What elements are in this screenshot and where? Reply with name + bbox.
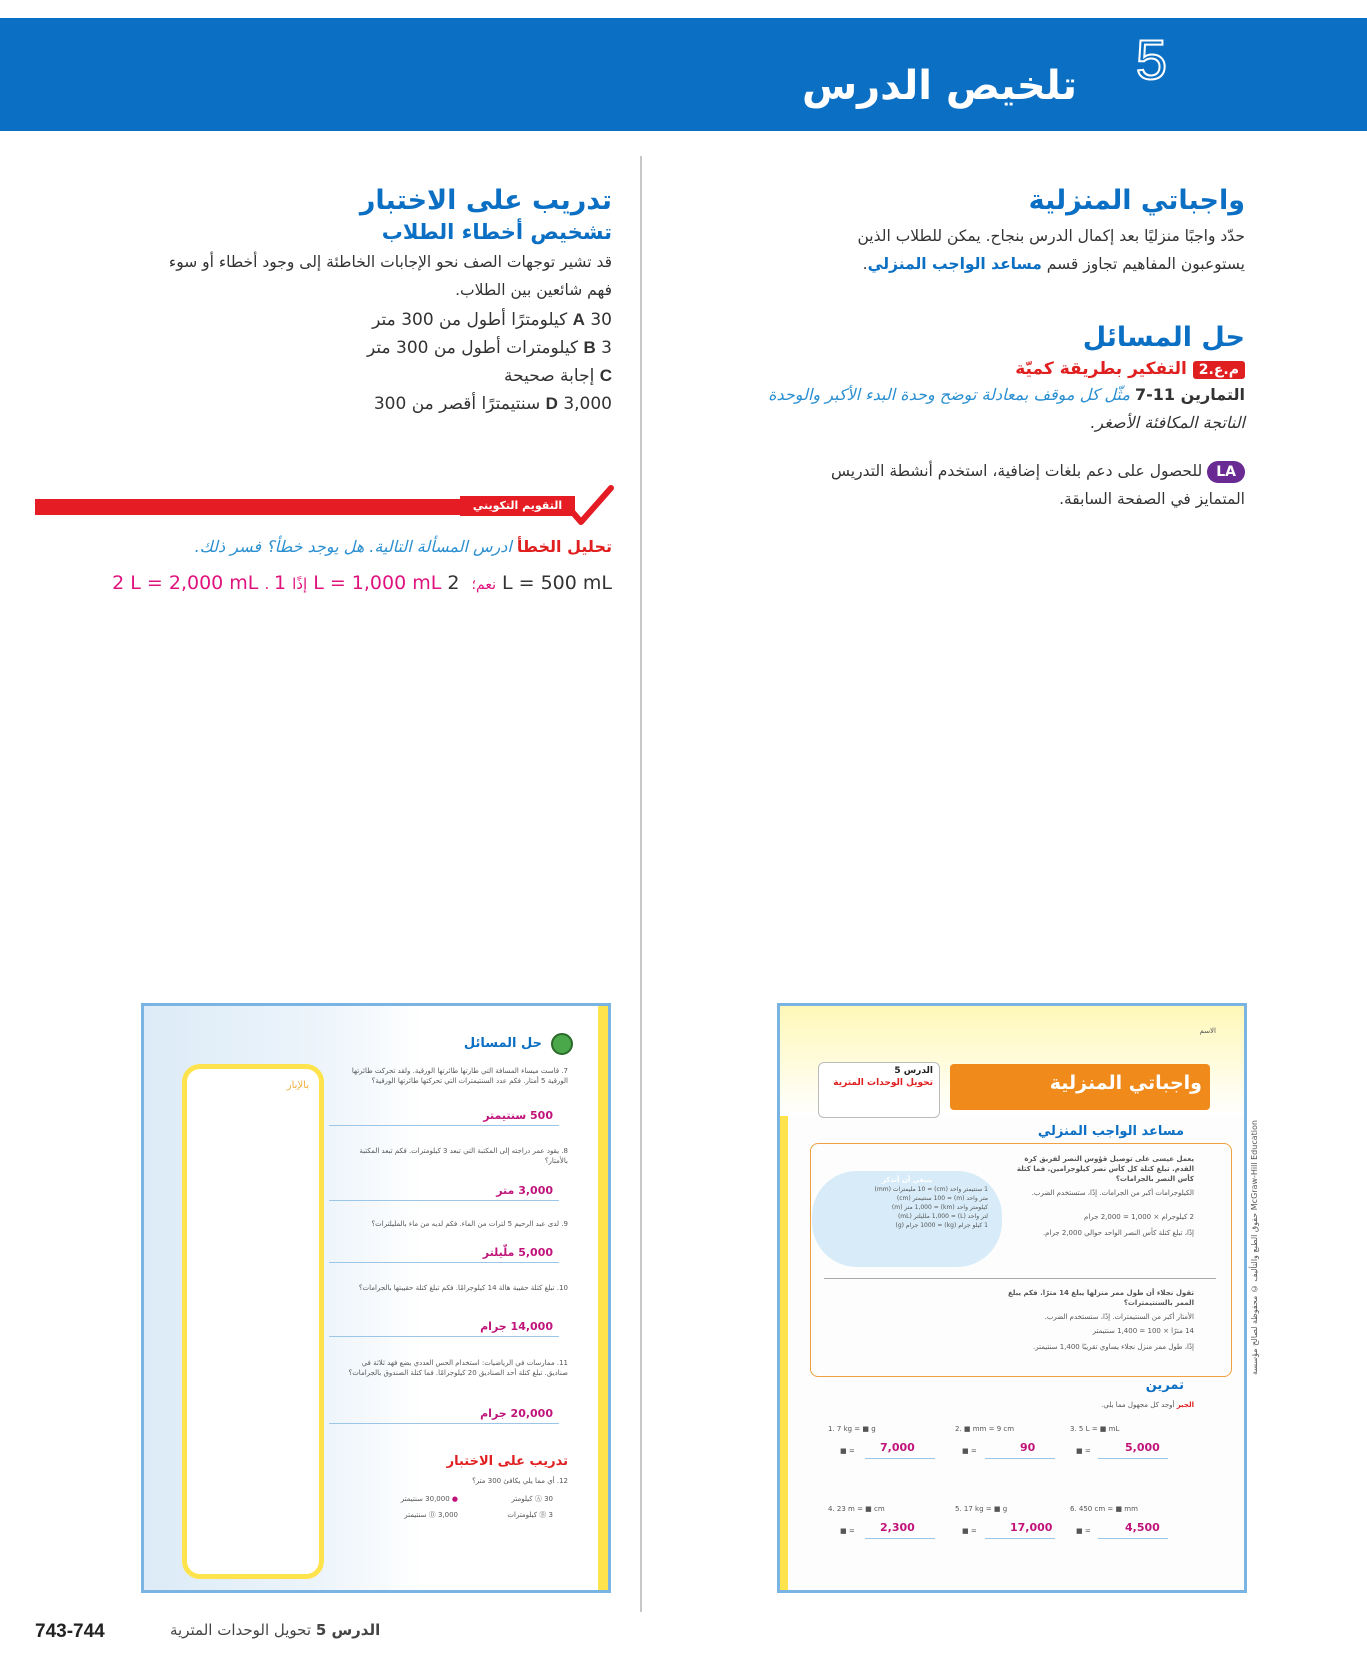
option-a: A 30 كيلومترًا أطول من 300 متر: [372, 310, 612, 330]
thumb-answer-2: 90: [1020, 1441, 1036, 1454]
la-line2: المتمايز في الصفحة السابقة.: [1059, 490, 1245, 508]
thumb-helper-title: مساعد الواجب المنزلي: [1037, 1124, 1184, 1139]
test-practice-subtitle: تشخيص أخطاء الطلاب: [381, 220, 612, 244]
thumb-lesson-box: الدرس 5 تحويل الوحدات المترية: [818, 1062, 940, 1118]
thumb-left-answer-7: 500 سنتيمتر: [483, 1109, 553, 1122]
option-c: C إجابة صحيحة: [504, 366, 612, 386]
thumb-banner-title: واجباتي المنزلية: [1049, 1072, 1202, 1094]
thumb-left-test-title: تدريب على الاختبار: [446, 1454, 568, 1469]
problem-page-thumbnail: بالإبار حل المسائل 7. قاست ميساء المسافة التي طارتها طائرتها الورقية. ولقد تحركت طائرتها الورقية 5 أمتار. فكم عدد السنتيمترات التي تحركتها طائرتها الورقية؟ 500 سنتيمتر 8. يقود عمر دراجته إلى المكتبة التي تبعد 3 كيلومترات. فكم تبعد المكتبة بالأمتار؟ 3,000 متر 9. لدى عبد الرحيم 5 لترات من الماء. فكم لديه من ماء بالمليلترات؟ 5,000 ملّيلتر 10. تبلغ كتلة حقيبة هالة 14 كيلوجرامًا. فكم تبلغ كتلة حقيبتها بالجرامات؟ 14,000 جرام 11. ممارسات في الرياضيات: استخدام الحس العددي يضع فهد ثلاثة في صناديق. تبلغ كتلة أحد الصناديق 20 كيلوجرامًا. فما كتلة الصندوق بالجرامات؟ 20,000 جرام تدريب على الاختبار 12. أي مما يلي يكافئ 300 متر؟ Ⓐ 30 كيلومتر ● 30,000 سنتيمتر Ⓑ 3 كيلومترات Ⓓ 3,000 سنتيمتر: [141, 1003, 611, 1593]
option-b: B 3 كيلومترات أطول من 300 متر: [366, 338, 612, 358]
option-d: D 3,000 سنتيمترًا أقصر من 300: [373, 394, 612, 414]
error-analysis-label: تحليل الخطأ: [516, 537, 612, 556]
error-equation-line: [112, 572, 612, 594]
test-practice-body-line1: قد تشير توجهات الصف نحو الإجابات الخاطئة إلى وجود أخطاء أو سوء: [168, 253, 612, 271]
thumb-left-title: حل المسائل: [463, 1036, 542, 1051]
la-badge: LA: [1207, 461, 1245, 483]
page-title: تلخيص الدرس: [801, 63, 1077, 109]
page-numbers: 743-744: [35, 1621, 105, 1642]
homework-body-line2: يستوعبون المفاهيم تجاوز قسم مساعد الواجب المنزلي.: [862, 255, 1245, 273]
answer-options: [42, 306, 612, 418]
thumb-left-answer-11: 20,000 جرام: [480, 1407, 553, 1420]
thumb-answer-1: 7,000: [880, 1441, 915, 1454]
error-equation: 2 L = 500 mL: [447, 572, 612, 594]
thumb-left-answer-9: 5,000 ملّيلتر: [482, 1246, 553, 1259]
thumb-name-label: الاسم: [1199, 1027, 1216, 1035]
exercises-line2: الناتجة المكافئة الأصغر.: [1090, 413, 1245, 432]
homework-title: واجباتي المنزلية: [1028, 185, 1245, 216]
test-practice-section: [42, 185, 612, 418]
error-analysis-line: تحليل الخطأ ادرس المسألة التالية. هل يوجد خطأ؟ فسر ذلك.: [194, 537, 612, 556]
thumb-answer-3: 5,000: [1125, 1441, 1160, 1454]
homework-page-thumbnail: الاسم واجباتي المنزلية الدرس 5 تحويل الوحدات المترية مساعد الواجب المنزلي يعمل عيسى على توصيل قؤوس النصر لفريق كرة القدم. تبلغ كتلة كل كأس نصر كيلوجرامين. فما كتلة كأس النصر بالجرامات؟ الكيلوجرامات أكبر من الجرامات. إذًا، ستستخدم الضرب. 2 كيلوجرام × 1,000 = 2,000 جرام إذًا، تبلغ كتلة كأس النصر الواحد حوالي 2,000 جرام. ينبغي أن أتذكر 1 سنتيمتر واحد (cm) = 10 مليمترات (mm) متر واحد (m) = 100 سنتيمتر (cm) كيلومتر واحد (km) = 1,000 متر (m) لتر واحد (L) = 1,000 ملليلتر (mL) 1 كيلو جرام (kg) = 1000 جرام (g) تقول نجلاء أن طول ممر منزلها يبلغ 14 مترًا. فكم يبلغ الممر بالسنتيمترات؟ الأمتار أكبر من السنتيمترات. إذًا، ستستخدم الضرب. 14 مترًا × 100 = 1,400 سنتيمتر إذًا، طول ممر منزل نجلاء يساوي تقريبًا 1,400 سنتيمتر. تمرين الجبر أوجد كل مجهول مما يلي. 1. 7 kg = ■ g 2. ■ mm = 9 cm 3. 5 L = ■ mL ■ = ■ = ■ = 7,000 90 5,000 4. 23 m = ■ cm 5. 17 kg = ■ g 6. 450 cm = ■ mm ■ = ■ = ■ = 2,300 17,000 4,500: [777, 1003, 1247, 1593]
answer-eq2: 2 L = 2,000 mL: [112, 572, 259, 594]
answer-mid: . إذًا: [264, 575, 308, 593]
thumb-answer-5: 17,000: [1010, 1521, 1053, 1534]
test-practice-body-line2: فهم شائعين بين الطلاب.: [455, 281, 612, 299]
thumb-work-area: بالإبار: [182, 1064, 324, 1579]
thumb-left-answer-10: 14,000 جرام: [480, 1320, 553, 1333]
problem-solving-section: [685, 322, 1245, 513]
thumb-answer-4: 2,300: [880, 1521, 915, 1534]
formative-banner-label: التقويم التكويني: [460, 496, 575, 516]
globe-icon: [550, 1032, 574, 1056]
thumb-remember-cloud: ينبغي أن أتذكر 1 سنتيمتر واحد (cm) = 10 مليمترات (mm) متر واحد (m) = 100 سنتيمتر (cm) كيلومتر واحد (km) = 1,000 متر (m) لتر واحد (L) = 1,000 ملليلتر (mL) 1 كيلو جرام (kg) = 1000 جرام (g): [812, 1171, 1002, 1267]
column-divider: [640, 156, 642, 1612]
thumb-practice-title: تمرين: [1145, 1378, 1184, 1393]
test-practice-title: تدريب على الاختبار: [359, 185, 612, 216]
thumb-copyright-label: McGraw-Hill Education حقوق الطبع والتأليف © محفوظة لصالح مؤسسة: [1250, 1120, 1259, 1375]
lesson-number: 5: [1135, 28, 1167, 91]
thumb-answer-6: 4,500: [1125, 1521, 1160, 1534]
answer-yes: نعم؛: [471, 577, 496, 593]
homework-body-line1: حدّد واجبًا منزليًا بعد إكمال الدرس بنجاح. يمكن للطلاب الذين: [857, 227, 1245, 245]
homework-section: [725, 185, 1245, 278]
math-practice-badge: م.ع.2: [1193, 361, 1245, 379]
problem-solving-title: حل المسائل: [1082, 322, 1245, 353]
homework-helper-link: مساعد الواجب المنزلي: [867, 255, 1042, 273]
math-practice-line: [685, 359, 1245, 379]
math-practice-label: التفكير بطريقة كميّة: [1015, 359, 1187, 379]
checkmark-icon: [565, 484, 615, 526]
thumb-left-answer-8: 3,000 متر: [496, 1184, 553, 1197]
thumb-practice-instruction: الجبر أوجد كل مجهول مما يلي.: [1101, 1401, 1194, 1409]
answer-eq1: 1 L = 1,000 mL: [274, 572, 442, 594]
la-line1: LA للحصول على دعم بلغات إضافية، استخدم أنشطة التدريس: [685, 457, 1245, 485]
footer-lesson: الدرس 5 تحويل الوحدات المترية: [170, 1621, 381, 1639]
exercises-line1: التمارين 11-7 مثّل كل موقف بمعادلة توضح وحدة البدء الأكبر والوحدة: [768, 385, 1245, 404]
